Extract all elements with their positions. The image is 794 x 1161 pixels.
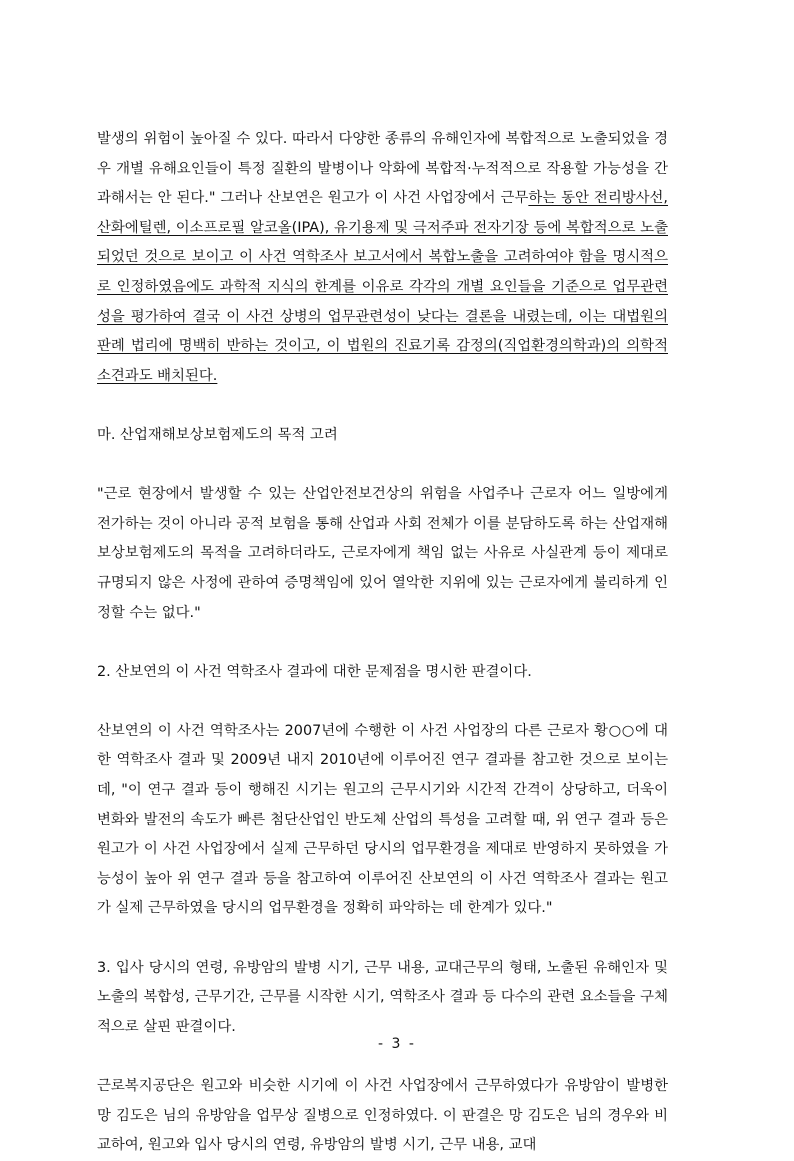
paragraph-section-2: 산보연의 이 사건 역학조사는 2007년에 수행한 이 사건 사업장의 다른 근로자 황○○에 대한 역학조사 결과 및 2009년 내지 2010년에 이루어진 연구 결과를 참고한 것으로 보이는데, "이 연구 결과 등이 행해진 시기는 원고의 근무시기와 시간적 간격이 상당하고, 더욱이 변화와 발전의 속도가 빠른 첨단산업인 반도체 산업의 특성을 고려할 때, 위 연구 결과 등은 원고가 이 사건 사업장에서 실제 근무하던 당시의 업무환경을 제대로 반영하지 못하였을 가능성이 높아 위 연구 결과 등을 참고하여 이루어진 산보연의 이 사건 역학조사 결과는 원고가 실제 근무하였을 당시의 업무환경을 정확히 파악하는 데 한계가 있다." <box>97 722 668 917</box>
page-number: - 3 - <box>378 1036 416 1052</box>
paragraph-section-3: 근로복지공단은 원고와 비슷한 시기에 이 사건 사업장에서 근무하였다가 유방암이 발병한 망 김도은 님의 유방암을 업무상 질병으로 인정하였다. 이 판결은 망 김도은 님의 경우와 비교하여, 원고와 입사 당시의 연령, 유방암의 발병 시기, 근무 내용, 교대 <box>97 1078 668 1154</box>
paragraph-causation-plain: 발생의 위험이 높아질 수 있다. 따라서 다양한 종류의 유해인자에 복합적으로 노출되었을 경우 개별 유해요인들이 특정 질환의 발병이나 악화에 복합적·누적적으로 작용할 가능성을 간과해서는 안 된다." 그러나 산보연은 원고가 이 사건 사업장에서 근무 <box>97 131 668 207</box>
paragraph-causation <box>97 125 668 391</box>
paragraph-causation-underlined: 하는 동안 전리방사선, 산화에틸렌, 이소프로필 알코올(IPA), 유기용제 및 극저주파 전자기장 등에 복합적으로 노출되었던 것으로 보이고 이 사건 역학조사 보고서에서 복합노출을 고려하여야 함을 명시적으로 인정하였음에도 과학적 지식의 한계를 이유로 각각의 개별 요인들을 기준으로 업무관련성을 평가하여 결국 이 사건 상병의 업무관련성이 낮다는 결론을 내렸는데, 이는 대법원의 판례 법리에 명백히 반하는 것이고, 이 법원의 진료기록 감정의(직업환경의학과)의 의학적 소견과도 배치된다. <box>97 190 669 384</box>
quote-section-ma: "근로 현장에서 발생할 수 있는 산업안전보건상의 위험을 사업주나 근로자 어느 일방에게 전가하는 것이 아니라 공적 보험을 통해 산업과 사회 전체가 이를 분담하도록 하는 산업재해보상보험제도의 목적을 고려하더라도, 근로자에게 책임 없는 사유로 사실관계 등이 제대로 규명되지 않은 사정에 관하여 증명책임에 있어 열악한 지위에 있는 근로자에게 불리하게 인정할 수는 없다." <box>97 486 668 621</box>
document-body <box>97 125 668 1161</box>
heading-section-3: 3. 입사 당시의 연령, 유방암의 발병 시기, 근무 내용, 교대근무의 형태, 노출된 유해인자 및 노출의 복합성, 근무기간, 근무를 시작한 시기, 역학조사 결과 등 다수의 관련 요소들을 구체적으로 살핀 판결이다. <box>97 959 668 1035</box>
heading-section-ma: 마. 산업재해보상보험제도의 목적 고려 <box>97 426 338 443</box>
heading-section-2: 2. 산보연의 이 사건 역학조사 결과에 대한 문제점을 명시한 판결이다. <box>97 663 532 680</box>
